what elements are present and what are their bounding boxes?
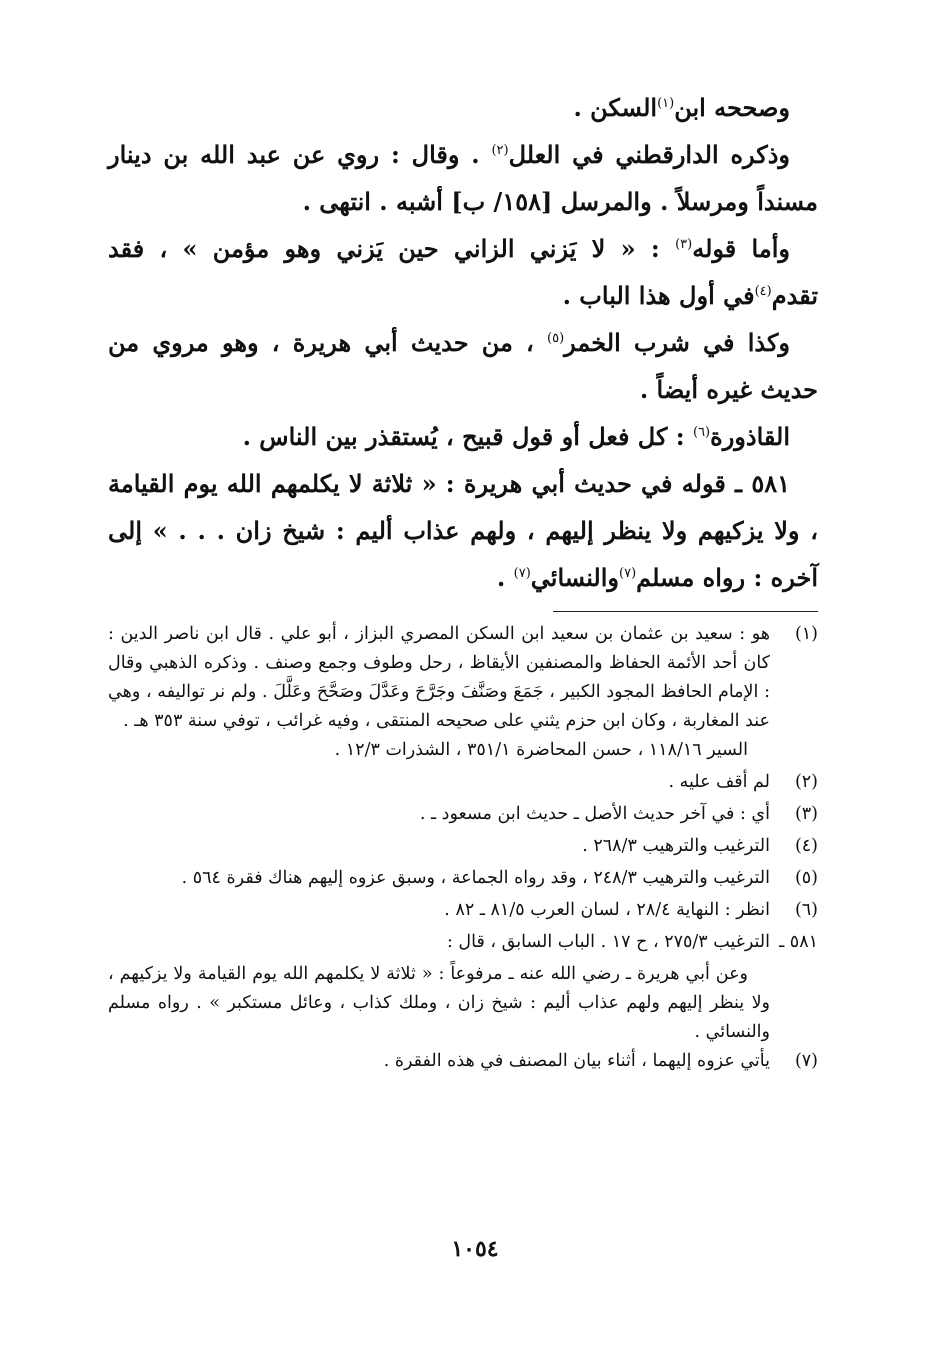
footnote-7 (108, 1047, 818, 1076)
paragraph-6 (108, 460, 818, 601)
p3-text-c: في أول هذا الباب . (562, 281, 755, 310)
footnote-text: لم أقف عليه . (668, 772, 770, 792)
paragraph-4 (108, 319, 818, 413)
footnote-text: يأتي عزوه إليهما ، أثناء بيان المصنف في هذه الفقرة . (383, 1051, 770, 1071)
footnote-6 (108, 896, 818, 925)
p6-text-b: والنسائي (530, 563, 619, 592)
p6-text-a: ٥٨١ ـ قوله في حديث أبي هريرة : « ثلاثة لا يكلمهم الله يوم القيامة ، ولا يزكيهم ولا ينظر إليهم ، ولهم عذاب أليم : شيخ زان . . . » إلى آخره : رواه مسلم (108, 469, 818, 592)
p2-text-b: . وقال : روي عن عبد الله بن دينار مسنداً ومرسلاً . والمرسل [١٥٨/ ب] أشبه . انتهى . (108, 140, 818, 216)
footnote-text: الترغيب ٢٧٥/٣ ، ح ١٧ . الباب السابق ، قال : (446, 932, 770, 952)
p2-text-a: وذكره الدارقطني في العلل (508, 140, 790, 169)
footnote-text: الترغيب والترهيب ٢٤٨/٣ ، وقد رواه الجماعة ، وسبق عزوه إليهم هناك فقرة ٥٦٤ . (181, 868, 770, 888)
footnote-5 (108, 864, 818, 893)
footnote-ref-7a: (٧) (619, 566, 637, 581)
p5-text-a: القاذورة (710, 422, 790, 451)
footnote-number: ٥٨١ ـ (779, 932, 818, 952)
footnote-text: انظر : النهاية ٢٨/٤ ، لسان العرب ٨١/٥ ـ ٨٢ . (444, 900, 770, 920)
footnote-ref-5: (٥) (547, 331, 565, 346)
paragraph-2 (108, 131, 818, 225)
footnote-ref-1: (١) (657, 96, 675, 111)
footnote-text: هو : سعيد بن عثمان بن سعيد ابن السكن المصري البزاز ، أبو علي . قال ابن ناصر الدين : كان أحد الأئمة الحفاظ والمصنفين الأيقاظ ، رحل وطوف وجمع وصنف . وذكره الذهبي وقال : الإمام الحافظ المجود الكبير ، جَمَعَ وصَنَّفَ وجَرَّحَ وعَدَّلَ وصَحَّحَ وعَلَّلَ . ولم نر تواليفه ، وهي عند المغاربة ، وكان ابن حزم يثني على صحيحه المنتقى ، وفيه غرائب ، توفي سنة ٣٥٣ هـ . (108, 624, 770, 731)
footnote-number: (٥) (794, 868, 818, 888)
footnote-text: أي : في آخر حديث الأصل ـ حديث ابن مسعود ـ . (419, 804, 770, 824)
p1-text: وصححه ابن (674, 93, 790, 122)
p4-text-b: ، من حديث أبي هريرة ، وهو مروي من حديث غيره أيضاً . (108, 328, 818, 404)
p4-text-a: وكذا في شرب الخمر (564, 328, 791, 357)
paragraph-3 (108, 225, 818, 319)
footnote-3 (108, 800, 818, 829)
footnote-number: (٦) (794, 900, 818, 920)
footnote-ref-4: (٤) (754, 284, 772, 299)
footnote-number: (٣) (794, 804, 818, 824)
footnote-separator (553, 611, 818, 612)
footnote-number: (١) (794, 624, 818, 644)
footnote-number: (٤) (794, 836, 818, 856)
p5-text-b: : كل فعل أو قول قبيح ، يُستقذر بين الناس . (242, 422, 693, 451)
footnote-text: الترغيب والترهيب ٢٦٨/٣ . (582, 836, 770, 856)
footnote-ref-3: (٣) (675, 237, 693, 252)
footnote-number: (٧) (794, 1051, 818, 1071)
paragraph-5 (108, 413, 818, 460)
p3-text-a: وأما قوله (692, 234, 790, 263)
footnote-1 (108, 620, 818, 765)
page-number: ١٠٥٤ (451, 1236, 499, 1262)
footnotes (108, 620, 818, 1076)
main-text (108, 84, 818, 601)
footnote-ref-7b: (٧) (513, 566, 531, 581)
paragraph-1 (108, 84, 818, 131)
footnote-number: (٢) (794, 772, 818, 792)
footnote-ref-2: (٢) (491, 143, 509, 158)
footnote-ref-6: (٦) (692, 425, 711, 440)
footnote-581-quote (108, 960, 818, 1047)
footnote-quote-text: وعن أبي هريرة ـ رضي الله عنه ـ مرفوعاً : « ثلاثة لا يكلمهم الله يوم القيامة ولا يزكيهم ، ولا ينظر إليهم ولهم عذاب أليم : شيخ زان ، وملك كذاب ، وعائل مستكبر » . رواه مسلم والنسائي . (108, 964, 770, 1042)
p3-text-b: : « لا يَزني الزاني حين يَزني وهو مؤمن » ، فقد تقدم (108, 234, 818, 310)
footnote-2 (108, 768, 818, 797)
p6-text-c: . (496, 563, 514, 592)
page-body (108, 84, 818, 1079)
footnote-source: السير ١١٨/١٦ ، حسن المحاضرة ٣٥١/١ ، الشذرات ١٢/٣ . (334, 740, 748, 760)
footnote-4 (108, 832, 818, 861)
p1-tail: السكن . (573, 93, 658, 122)
footnote-581 (108, 928, 818, 957)
